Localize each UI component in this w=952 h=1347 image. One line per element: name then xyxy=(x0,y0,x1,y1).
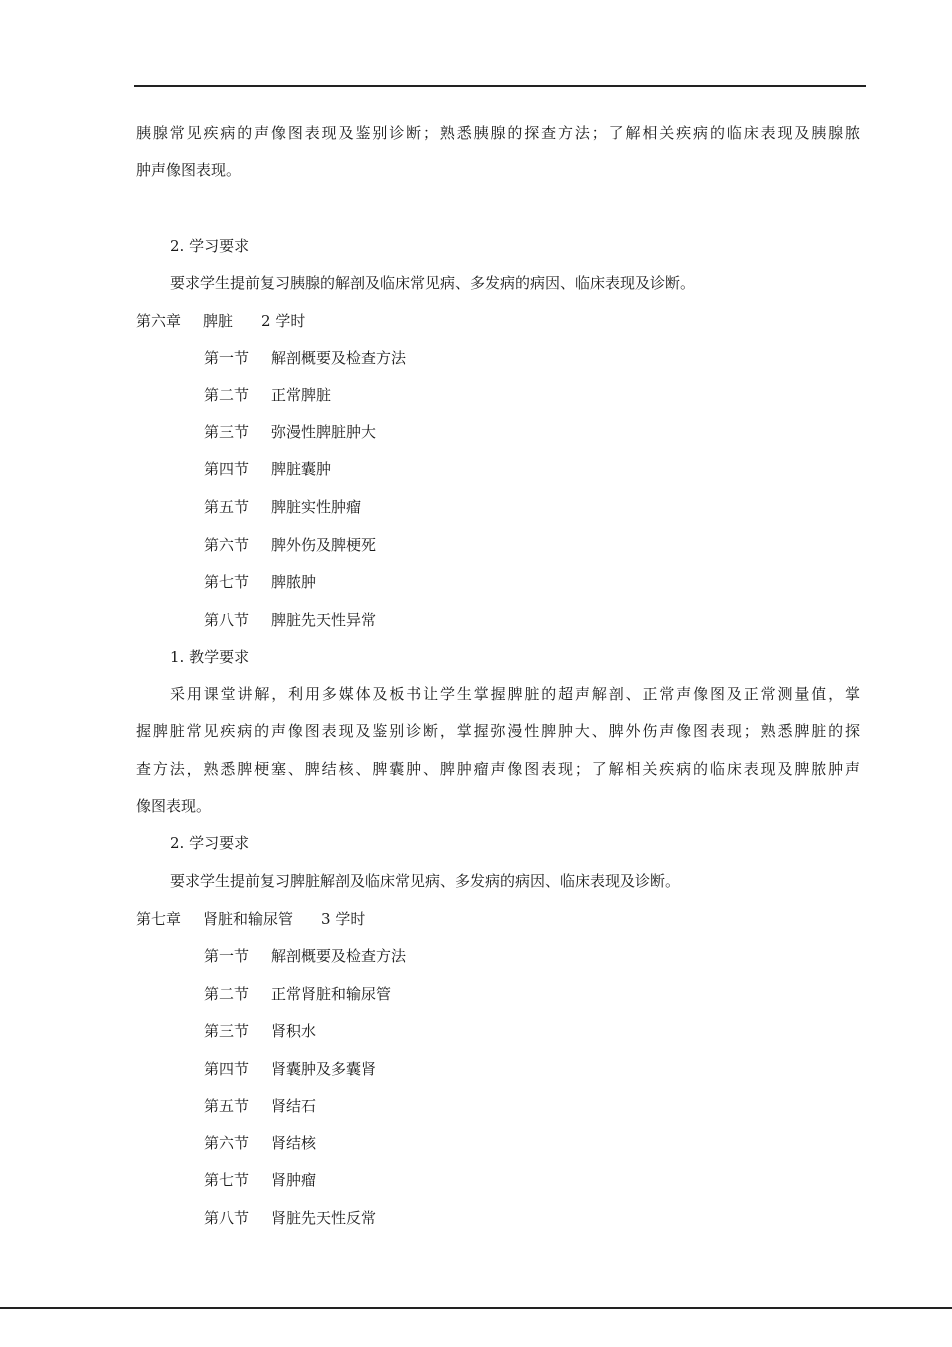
section-title: 解剖概要及检查方法 xyxy=(271,349,407,367)
chapter-7-heading xyxy=(136,909,365,929)
section-label: 第四节 xyxy=(204,1060,250,1078)
section-title: 肾结核 xyxy=(271,1134,317,1152)
chapter-7-title: 肾脏和输尿管 xyxy=(203,910,294,928)
intro-line-1: 胰腺常见疾病的声像图表现及鉴别诊断；熟悉胰腺的探查方法；了解相关疾病的临床表现及胰腺脓 xyxy=(136,124,860,142)
chapter-6-label: 第六章 xyxy=(136,312,182,330)
chapter-6-heading xyxy=(136,311,305,331)
section-label: 第六节 xyxy=(204,536,250,554)
section-label: 第三节 xyxy=(204,423,250,441)
section-label: 第七节 xyxy=(204,1171,250,1189)
pancreas-study-text: 要求学生提前复习胰腺的解剖及临床常见病、多发病的病因、临床表现及诊断。 xyxy=(170,274,696,292)
section-title: 肾结石 xyxy=(271,1097,317,1115)
section-label: 第一节 xyxy=(204,349,250,367)
section-title: 正常肾脏和输尿管 xyxy=(271,985,392,1003)
chapter-7-section-4 xyxy=(204,1059,376,1079)
header-rule xyxy=(134,85,866,87)
section-label: 第五节 xyxy=(204,498,250,516)
intro-line-2: 肿声像图表现。 xyxy=(136,161,242,179)
section-label: 第二节 xyxy=(204,985,250,1003)
chapter-6-teaching-line-4: 像图表现。 xyxy=(136,797,212,815)
section-label: 第二节 xyxy=(204,386,250,404)
chapter-6-title: 脾脏 xyxy=(203,312,234,330)
chapter-6-teaching-line-3: 查方法，熟悉脾梗塞、脾结核、脾囊肿、脾肿瘤声像图表现；了解相关疾病的临床表现及脾脓肿声 xyxy=(136,760,860,778)
section-label: 第六节 xyxy=(204,1134,250,1152)
section-label: 第四节 xyxy=(204,460,250,478)
section-label: 第七节 xyxy=(204,573,250,591)
chapter-7-section-7 xyxy=(204,1170,316,1190)
chapter-6-section-4 xyxy=(204,459,331,479)
chapter-7-section-8 xyxy=(204,1208,376,1228)
chapter-6-section-3 xyxy=(204,422,376,442)
section-title: 肾囊肿及多囊肾 xyxy=(271,1060,377,1078)
chapter-6-hours: 2 学时 xyxy=(261,312,306,330)
chapter-7-section-6 xyxy=(204,1133,316,1153)
chapter-7-section-5 xyxy=(204,1096,316,1116)
footer-rule xyxy=(0,1307,952,1309)
chapter-6-study-text: 要求学生提前复习脾脏解剖及临床常见病、多发病的病因、临床表现及诊断。 xyxy=(170,872,681,890)
section-label: 第三节 xyxy=(204,1022,250,1040)
chapter-7-label: 第七章 xyxy=(136,910,182,928)
section-title: 弥漫性脾脏肿大 xyxy=(271,423,377,441)
section-label: 第八节 xyxy=(204,1209,250,1227)
section-title: 肾脏先天性反常 xyxy=(271,1209,377,1227)
chapter-6-study-heading: 2. 学习要求 xyxy=(170,834,250,852)
chapter-6-section-5 xyxy=(204,497,361,517)
chapter-7-section-3 xyxy=(204,1021,316,1041)
section-title: 解剖概要及检查方法 xyxy=(271,947,407,965)
section-title: 脾脏囊肿 xyxy=(271,460,332,478)
section-title: 肾积水 xyxy=(271,1022,317,1040)
chapter-6-section-7 xyxy=(204,572,316,592)
section-title: 正常脾脏 xyxy=(271,386,332,404)
chapter-6-section-1 xyxy=(204,348,406,368)
chapter-6-section-6 xyxy=(204,535,376,555)
pancreas-study-heading: 2. 学习要求 xyxy=(170,237,250,255)
chapter-6-teaching-heading: 1. 教学要求 xyxy=(170,648,250,666)
section-label: 第八节 xyxy=(204,611,250,629)
section-title: 脾外伤及脾梗死 xyxy=(271,536,377,554)
chapter-6-section-2 xyxy=(204,385,331,405)
chapter-6-teaching-line-2: 握脾脏常见疾病的声像图表现及鉴别诊断，掌握弥漫性脾肿大、脾外伤声像图表现；熟悉脾脏的探 xyxy=(136,722,860,740)
section-title: 脾脏实性肿瘤 xyxy=(271,498,362,516)
section-title: 脾脓肿 xyxy=(271,573,317,591)
section-title: 肾肿瘤 xyxy=(271,1171,317,1189)
chapter-7-section-2 xyxy=(204,984,391,1004)
section-label: 第一节 xyxy=(204,947,250,965)
section-title: 脾脏先天性异常 xyxy=(271,611,377,629)
chapter-7-section-1 xyxy=(204,946,406,966)
chapter-7-hours: 3 学时 xyxy=(321,910,366,928)
chapter-6-teaching-line-1: 采用课堂讲解，利用多媒体及板书让学生掌握脾脏的超声解剖、正常声像图及正常测量值，掌 xyxy=(170,685,860,703)
chapter-6-section-8 xyxy=(204,610,376,630)
section-label: 第五节 xyxy=(204,1097,250,1115)
